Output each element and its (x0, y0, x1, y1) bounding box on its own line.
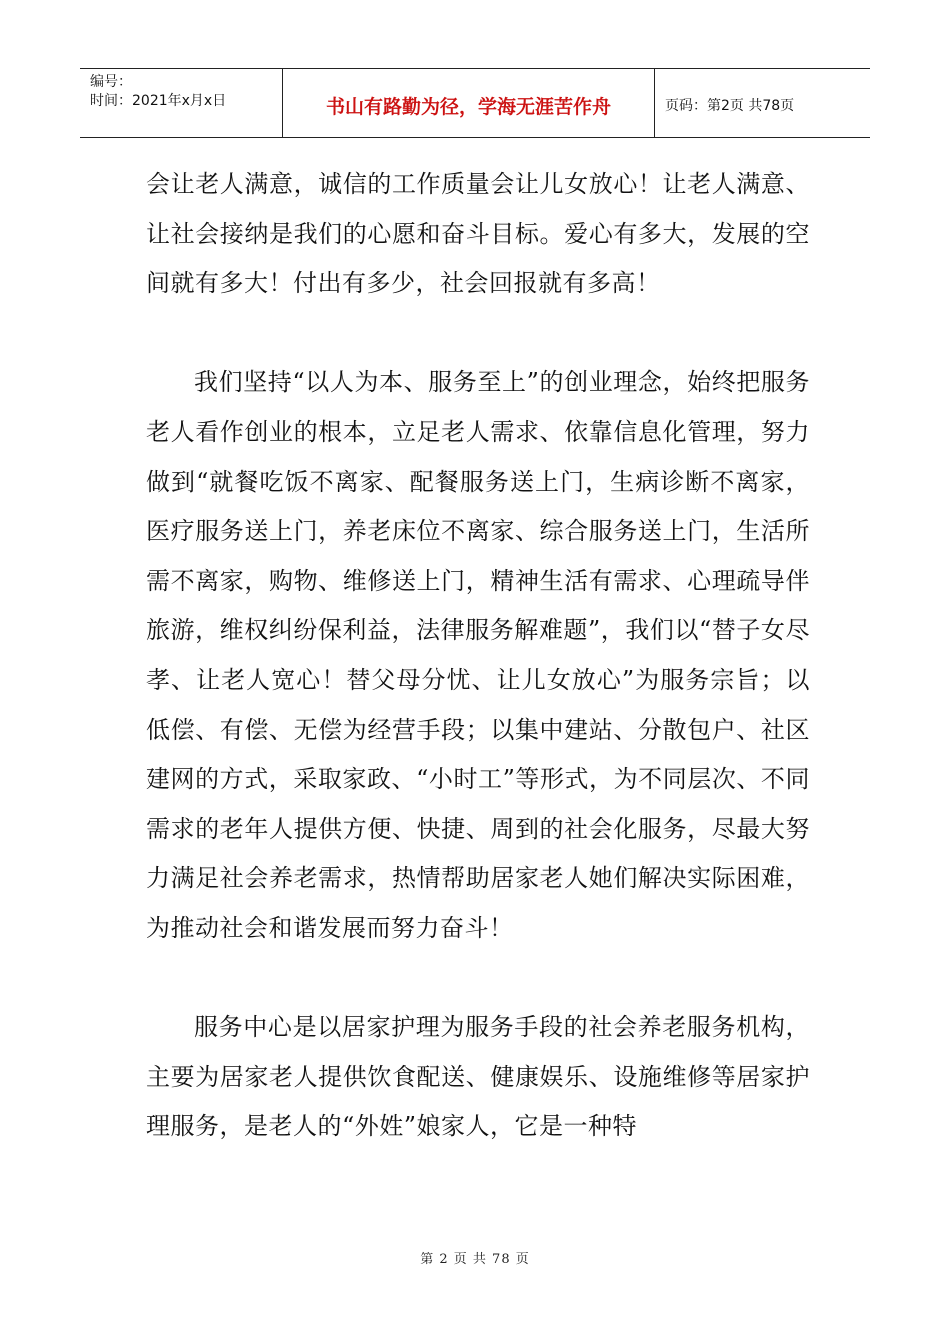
header-motto-cell (283, 69, 655, 137)
paragraph-gap (146, 309, 810, 359)
document-body (146, 160, 810, 1152)
header-meta-cell (80, 69, 283, 137)
page-info: 页码：第2页 共78页 (665, 98, 795, 114)
header-page-cell (655, 69, 870, 137)
number-label: 编号： (90, 74, 132, 90)
paragraph-gap (146, 954, 810, 1004)
document-header (80, 68, 870, 138)
paragraph-3: 服务中心是以居家护理为服务手段的社会养老服务机构，主要为居家老人提供饮食配送、健康娱乐、设施维修等居家护理服务，是老人的“外姓”娘家人，它是一种特 (146, 1013, 810, 1141)
paragraph-1: 会让老人满意，诚信的工作质量会让儿女放心！让老人满意、让社会接纳是我们的心愿和奋斗目标。爱心有多大，发展的空间就有多大！付出有多少，社会回报就有多高！ (146, 170, 810, 298)
time-label: 时间：2021年x月x日 (90, 93, 227, 109)
paragraph-2: 我们坚持“以人为本、服务至上”的创业理念，始终把服务老人看作创业的根本，立足老人需求、依靠信息化管理，努力做到“就餐吃饭不离家、配餐服务送上门，生病诊断不离家，医疗服务送上门，养老床位不离家、综合服务送上门，生活所需不离家，购物、维修送上门，精神生活有需求、心理疏导伴旅游，维权纠纷保利益，法律服务解难题”，我们以“替子女尽孝、让老人宽心！替父母分忧、让儿女放心”为服务宗旨；以低偿、有偿、无偿为经营手段；以集中建站、分散包户、社区建网的方式，采取家政、“小时工”等形式，为不同层次、不同需求的老年人提供方便、快捷、周到的社会化服务，尽最大努力满足社会养老需求，热情帮助居家老人她们解决实际困难，为推动社会和谐发展而努力奋斗！ (146, 368, 810, 942)
page-footer: 第 2 页 共 78 页 (420, 1252, 530, 1267)
motto-text: 书山有路勤为径，学海无涯苦作舟 (325, 95, 611, 118)
